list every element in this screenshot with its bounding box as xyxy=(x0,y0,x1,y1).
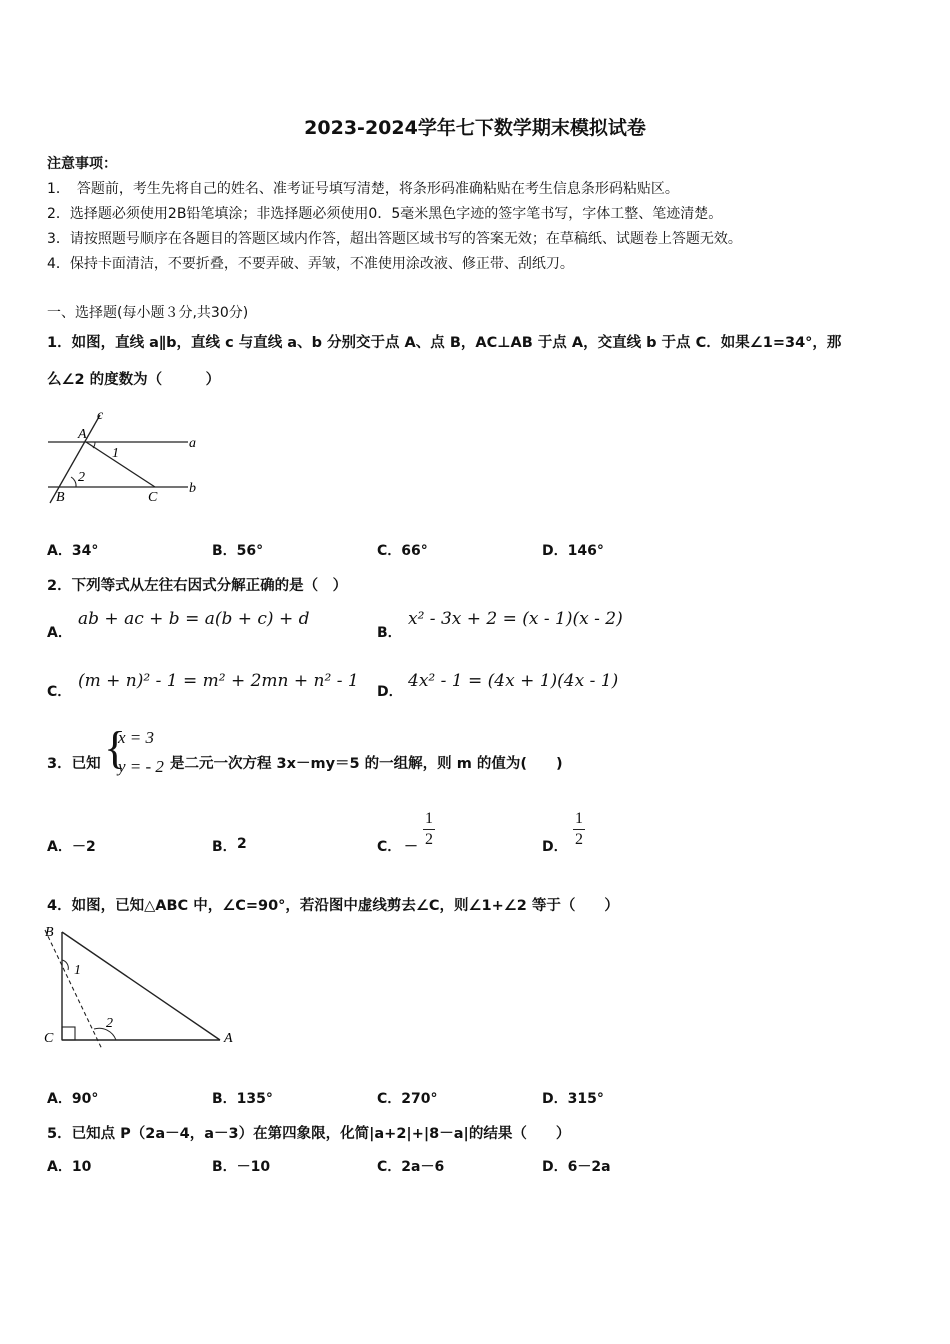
label-B: B xyxy=(45,925,54,940)
q3-option-c-fraction xyxy=(423,810,435,849)
label-B: B xyxy=(56,490,65,505)
q3-option-a-letter[interactable]: A． xyxy=(47,839,72,855)
q4-stem: 4．如图，已知△ABC 中，∠C=90°，若沿图中虚线剪去∠C，则∠1+∠2 等于（ ） xyxy=(47,898,619,914)
q1-stem-line2: 么∠2 的度数为（ ） xyxy=(47,372,221,388)
label-a: a xyxy=(189,436,196,451)
notes-item-4: 4．保持卡面清洁，不要折叠，不要弄破、弄皱，不准使用涂改液、修正带、刮纸刀。 xyxy=(47,256,574,272)
label-2: 2 xyxy=(106,1016,113,1031)
q3-option-b-value: 2 xyxy=(237,836,247,852)
notes-item-2: 2．选择题必须使用2B铅笔填涂；非选择题必须使用0．5毫米黑色字迹的签字笔书写，字体工整、笔迹清楚。 xyxy=(47,206,723,222)
q1-option-b[interactable]: B．56° xyxy=(212,543,264,559)
q1-option-d[interactable]: D．146° xyxy=(542,543,604,559)
q1-stem-line1: 1．如图，直线 a∥b，直线 c 与直线 a、b 分别交于点 A、点 B，AC⊥AB 于点 A，交直线 b 于点 C．如果∠1=34°，那 xyxy=(47,335,842,351)
q3-suffix: 是二元一次方程 3x－my＝5 的一组解，则 m 的值为( ) xyxy=(170,756,563,772)
label-1: 1 xyxy=(112,446,119,461)
q2-option-b-letter[interactable]: B． xyxy=(377,625,402,641)
label-A: A xyxy=(78,427,87,442)
q5-option-b[interactable]: B．－10 xyxy=(212,1159,271,1175)
q4-option-a[interactable]: A．90° xyxy=(47,1091,99,1107)
right-angle-mark xyxy=(62,1027,75,1040)
q2-option-c-expr: (m + n)² - 1 = m² + 2mn + n² - 1 xyxy=(78,671,359,691)
q3-option-b-letter[interactable]: B． xyxy=(212,839,237,855)
q2-option-b-expr: x² - 3x + 2 = (x - 1)(x - 2) xyxy=(408,609,623,629)
system-brace: { xyxy=(104,722,127,773)
q2-option-d-letter[interactable]: D． xyxy=(377,684,403,700)
label-A: A xyxy=(224,1031,233,1046)
q3-option-d-numerator: 1 xyxy=(575,810,583,827)
q3-eq1: x = 3 xyxy=(118,728,155,747)
label-2: 2 xyxy=(78,470,85,485)
q3-option-c-sign: － xyxy=(404,839,418,855)
notes-heading: 注意事项： xyxy=(47,156,117,172)
q1-figure xyxy=(40,405,220,510)
label-1: 1 xyxy=(74,963,81,978)
q5-option-c[interactable]: C．2a－6 xyxy=(377,1159,445,1175)
notes-item-1: 1． 答题前，考生先将自己的姓名、准考证号填写清楚，将条形码准确粘贴在考生信息条形码粘贴区。 xyxy=(47,181,679,197)
label-b: b xyxy=(189,481,196,496)
q3-option-d-fraction xyxy=(573,810,585,849)
q1-option-a[interactable]: A．34° xyxy=(47,543,99,559)
q2-option-c-letter[interactable]: C． xyxy=(47,684,72,700)
q3-option-d-denominator: 2 xyxy=(575,831,583,848)
q5-stem: 5．已知点 P（2a－4，a－3）在第四象限，化简|a+2|+|8－a|的结果（ ） xyxy=(47,1126,571,1142)
q3-prefix: 3．已知 xyxy=(47,756,101,772)
q5-option-a[interactable]: A．10 xyxy=(47,1159,92,1175)
label-C: C xyxy=(148,490,158,505)
q3-option-c-numerator: 1 xyxy=(425,810,433,827)
section-heading: 一、选择题(每小题３分,共30分) xyxy=(47,305,249,321)
q3-option-d-letter[interactable]: D． xyxy=(542,839,568,855)
segment-ac xyxy=(86,442,155,487)
q4-option-b[interactable]: B．135° xyxy=(212,1091,273,1107)
q2-option-a-expr: ab + ac + b = a(b + c) + d xyxy=(78,609,310,629)
cut-line xyxy=(45,930,110,1048)
q1-option-c[interactable]: C．66° xyxy=(377,543,428,559)
side-ab xyxy=(62,932,220,1040)
q5-option-d[interactable]: D．6－2a xyxy=(542,1159,611,1175)
notes-item-3: 3．请按照题号顺序在各题目的答题区域内作答，超出答题区域书写的答案无效；在草稿纸、试题卷上答题无效。 xyxy=(47,231,742,247)
q4-figure xyxy=(40,918,240,1048)
q2-option-a-letter[interactable]: A． xyxy=(47,625,72,641)
q3-option-a-value: －2 xyxy=(72,839,96,855)
q2-stem: 2．下列等式从左往右因式分解正确的是（ ） xyxy=(47,578,348,594)
page-title: 2023-2024学年七下数学期末模拟试卷 xyxy=(304,117,646,139)
label-c: c xyxy=(97,408,104,423)
q3-eq2: y = - 2 xyxy=(118,757,164,776)
q4-option-c[interactable]: C．270° xyxy=(377,1091,438,1107)
label-C: C xyxy=(44,1031,54,1046)
q3-option-c-letter[interactable]: C． xyxy=(377,839,402,855)
angle-2-arc xyxy=(71,477,76,487)
q2-option-d-expr: 4x² - 1 = (4x + 1)(4x - 1) xyxy=(408,671,619,691)
q3-option-c-denominator: 2 xyxy=(425,831,433,848)
q4-option-d[interactable]: D．315° xyxy=(542,1091,604,1107)
